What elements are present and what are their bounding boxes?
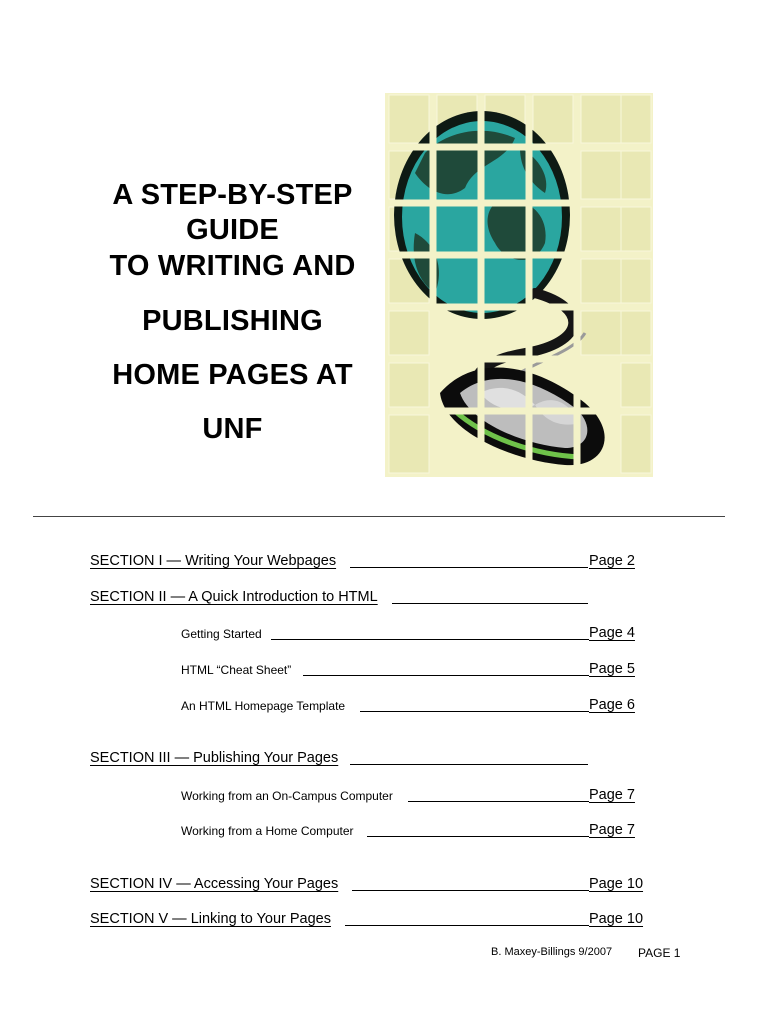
toc-leader-line	[345, 925, 589, 926]
toc-label: Working from an On-Campus Computer	[181, 789, 393, 803]
toc-leader-line	[350, 764, 588, 765]
toc-row-on-campus[interactable]	[0, 782, 770, 806]
title-line-2: GUIDE	[186, 214, 279, 246]
toc-leader-line	[303, 675, 589, 676]
toc-page: Page 10	[589, 876, 644, 892]
toc-row-getting-started[interactable]	[0, 620, 770, 644]
title-line-6: UNF	[202, 413, 263, 445]
title-line-4: PUBLISHING	[142, 305, 323, 337]
toc-label: HTML “Cheat Sheet”	[181, 663, 292, 677]
toc-row-section-1[interactable]	[0, 548, 770, 572]
toc-label: Working from a Home Computer	[181, 824, 354, 838]
footer-author: B. Maxey-Billings 9/2007	[491, 946, 613, 958]
globe-connected-to-computer-mouse-icon	[385, 93, 653, 477]
toc-page: Page 7	[589, 822, 635, 838]
toc-leader-line	[367, 836, 589, 837]
toc-row-homepage-template[interactable]	[0, 692, 770, 716]
toc-row-section-2[interactable]	[0, 584, 770, 608]
toc-page: Page 2	[589, 553, 635, 569]
toc-leader-line	[360, 711, 589, 712]
toc-label: Getting Started	[181, 627, 262, 641]
toc-label: SECTION III — Publishing Your Pages	[90, 750, 339, 766]
toc-leader-line	[271, 639, 589, 640]
title-line-1: A STEP-BY-STEP	[112, 179, 353, 211]
title-line-5: HOME PAGES AT	[112, 359, 353, 391]
title-line-3: TO WRITING AND	[109, 250, 356, 282]
toc-page: Page 6	[589, 697, 635, 713]
toc-leader-line	[392, 603, 588, 604]
toc-label: SECTION I — Writing Your Webpages	[90, 553, 337, 569]
toc-row-section-3[interactable]	[0, 745, 770, 769]
globe-mouse-clipart	[385, 93, 653, 477]
toc-leader-line	[352, 890, 589, 891]
toc-page: Page 7	[589, 787, 635, 803]
toc-label: SECTION IV — Accessing Your Pages	[90, 876, 339, 892]
horizontal-divider	[33, 516, 725, 517]
toc-page: Page 4	[589, 625, 635, 641]
toc-row-section-4[interactable]	[0, 871, 770, 895]
toc-leader-line	[350, 567, 588, 568]
footer-page-number: PAGE 1	[638, 946, 681, 960]
toc-page: Page 10	[589, 911, 644, 927]
toc-row-section-5[interactable]	[0, 906, 770, 930]
toc-label: An HTML Homepage Template	[181, 699, 346, 713]
toc-row-cheat-sheet[interactable]	[0, 656, 770, 680]
toc-label: SECTION V — Linking to Your Pages	[90, 911, 331, 927]
toc-page: Page 5	[589, 661, 635, 677]
toc-label: SECTION II — A Quick Introduction to HTML	[90, 589, 378, 605]
toc-leader-line	[408, 801, 589, 802]
toc-row-home-computer[interactable]	[0, 817, 770, 841]
